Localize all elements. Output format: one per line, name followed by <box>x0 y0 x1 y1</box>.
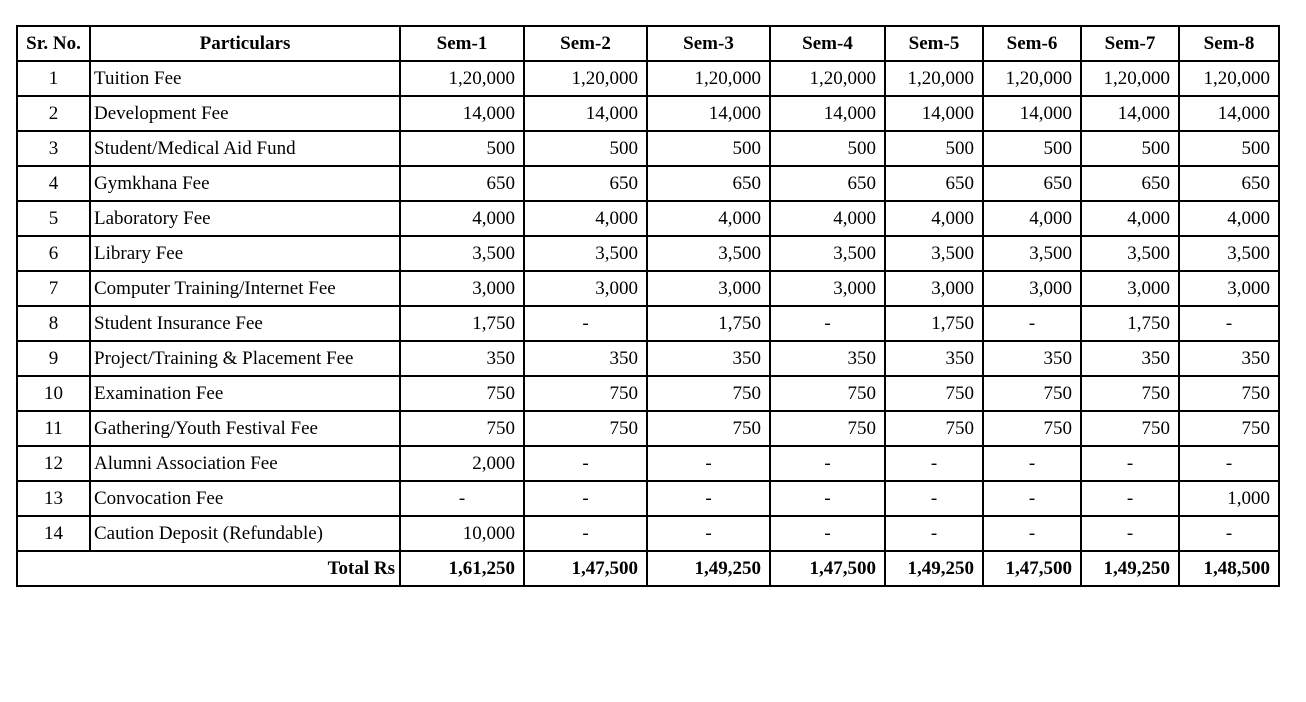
total-value-cell: 1,49,250 <box>885 551 983 586</box>
fee-value-cell: 14,000 <box>983 96 1081 131</box>
particular-cell: Caution Deposit (Refundable) <box>90 516 400 551</box>
fee-value-cell: 750 <box>983 411 1081 446</box>
table-row <box>17 201 1279 236</box>
sr-no-cell: 8 <box>17 306 90 341</box>
fee-value-cell: 650 <box>524 166 647 201</box>
fee-value-cell: - <box>647 516 770 551</box>
fee-value-cell: 4,000 <box>1179 201 1279 236</box>
particular-cell: Tuition Fee <box>90 61 400 96</box>
fee-value-cell: - <box>770 516 885 551</box>
fee-value-cell: 1,20,000 <box>647 61 770 96</box>
fee-value-cell: 1,20,000 <box>885 61 983 96</box>
column-header-sem-6: Sem-6 <box>983 26 1081 61</box>
fee-value-cell: 10,000 <box>400 516 524 551</box>
particular-cell: Development Fee <box>90 96 400 131</box>
fee-value-cell: 1,750 <box>400 306 524 341</box>
fee-value-cell: 750 <box>647 411 770 446</box>
fee-value-cell: - <box>524 481 647 516</box>
fee-value-cell: 3,500 <box>1081 236 1179 271</box>
fee-value-cell: 500 <box>885 131 983 166</box>
table-row <box>17 61 1279 96</box>
fee-value-cell: 500 <box>647 131 770 166</box>
fee-value-cell: - <box>1179 446 1279 481</box>
column-header-sr-no: Sr. No. <box>17 26 90 61</box>
sr-no-cell: 13 <box>17 481 90 516</box>
sr-no-cell: 12 <box>17 446 90 481</box>
particular-cell: Convocation Fee <box>90 481 400 516</box>
fee-value-cell: 1,20,000 <box>770 61 885 96</box>
sr-no-cell: 14 <box>17 516 90 551</box>
fee-value-cell: 650 <box>1081 166 1179 201</box>
column-header-sem-2: Sem-2 <box>524 26 647 61</box>
fee-value-cell: 14,000 <box>647 96 770 131</box>
fee-value-cell: 750 <box>647 376 770 411</box>
fee-value-cell: - <box>770 306 885 341</box>
fee-value-cell: 3,000 <box>400 271 524 306</box>
table-row <box>17 166 1279 201</box>
particular-cell: Laboratory Fee <box>90 201 400 236</box>
column-header-sem-8: Sem-8 <box>1179 26 1279 61</box>
table-row <box>17 481 1279 516</box>
fee-value-cell: 500 <box>1081 131 1179 166</box>
fee-value-cell: 3,000 <box>983 271 1081 306</box>
fee-value-cell: 3,500 <box>885 236 983 271</box>
fee-value-cell: 750 <box>770 411 885 446</box>
particular-cell: Student/Medical Aid Fund <box>90 131 400 166</box>
fee-value-cell: 14,000 <box>1179 96 1279 131</box>
fee-value-cell: 3,500 <box>400 236 524 271</box>
fee-value-cell: 350 <box>1179 341 1279 376</box>
particular-cell: Examination Fee <box>90 376 400 411</box>
table-header <box>17 26 1279 61</box>
sr-no-cell: 6 <box>17 236 90 271</box>
fee-value-cell: 1,20,000 <box>983 61 1081 96</box>
table-row <box>17 306 1279 341</box>
particular-cell: Gymkhana Fee <box>90 166 400 201</box>
sr-no-cell: 11 <box>17 411 90 446</box>
sr-no-cell: 1 <box>17 61 90 96</box>
table-row <box>17 411 1279 446</box>
particular-cell: Library Fee <box>90 236 400 271</box>
fee-value-cell: 750 <box>524 376 647 411</box>
fee-value-cell: 750 <box>400 411 524 446</box>
table-row <box>17 376 1279 411</box>
fee-value-cell: 4,000 <box>885 201 983 236</box>
fee-value-cell: - <box>1179 516 1279 551</box>
fee-value-cell: 1,750 <box>1081 306 1179 341</box>
fee-value-cell: - <box>647 481 770 516</box>
fee-value-cell: - <box>1081 516 1179 551</box>
fee-value-cell: 1,750 <box>885 306 983 341</box>
fee-value-cell: 1,20,000 <box>400 61 524 96</box>
total-value-cell: 1,49,250 <box>1081 551 1179 586</box>
fee-value-cell: 3,000 <box>1081 271 1179 306</box>
total-row <box>17 551 1279 586</box>
fee-value-cell: 3,500 <box>1179 236 1279 271</box>
fee-value-cell: - <box>770 481 885 516</box>
fee-value-cell: - <box>983 481 1081 516</box>
sr-no-cell: 10 <box>17 376 90 411</box>
fee-value-cell: 500 <box>1179 131 1279 166</box>
fee-value-cell: 4,000 <box>524 201 647 236</box>
total-value-cell: 1,47,500 <box>770 551 885 586</box>
fee-value-cell: - <box>524 446 647 481</box>
fee-value-cell: 14,000 <box>885 96 983 131</box>
particular-cell: Alumni Association Fee <box>90 446 400 481</box>
column-header-particulars: Particulars <box>90 26 400 61</box>
sr-no-cell: 2 <box>17 96 90 131</box>
fee-value-cell: 350 <box>983 341 1081 376</box>
fee-value-cell: - <box>1081 481 1179 516</box>
particular-cell: Gathering/Youth Festival Fee <box>90 411 400 446</box>
fee-value-cell: 750 <box>400 376 524 411</box>
fee-value-cell: 750 <box>885 376 983 411</box>
fee-value-cell: - <box>524 516 647 551</box>
fee-value-cell: 3,000 <box>770 271 885 306</box>
fee-value-cell: 3,000 <box>1179 271 1279 306</box>
fee-value-cell: 3,000 <box>524 271 647 306</box>
fee-value-cell: 4,000 <box>1081 201 1179 236</box>
fee-value-cell: 4,000 <box>770 201 885 236</box>
fee-value-cell: 350 <box>524 341 647 376</box>
fee-value-cell: 750 <box>1179 376 1279 411</box>
fee-value-cell: 650 <box>1179 166 1279 201</box>
fee-value-cell: 1,20,000 <box>1081 61 1179 96</box>
table-row <box>17 341 1279 376</box>
fee-value-cell: - <box>983 446 1081 481</box>
table-body <box>17 61 1279 586</box>
fee-value-cell: 500 <box>983 131 1081 166</box>
fee-value-cell: 2,000 <box>400 446 524 481</box>
fee-value-cell: 1,20,000 <box>524 61 647 96</box>
fee-value-cell: 650 <box>983 166 1081 201</box>
fee-value-cell: 14,000 <box>524 96 647 131</box>
column-header-sem-1: Sem-1 <box>400 26 524 61</box>
fee-value-cell: 500 <box>524 131 647 166</box>
fee-value-cell: 650 <box>885 166 983 201</box>
sr-no-cell: 9 <box>17 341 90 376</box>
column-header-sem-5: Sem-5 <box>885 26 983 61</box>
table-row <box>17 271 1279 306</box>
fee-value-cell: 3,000 <box>647 271 770 306</box>
fee-value-cell: 3,500 <box>983 236 1081 271</box>
sr-no-cell: 4 <box>17 166 90 201</box>
fee-value-cell: - <box>885 481 983 516</box>
sr-no-cell: 3 <box>17 131 90 166</box>
fee-value-cell: 650 <box>400 166 524 201</box>
fee-value-cell: 350 <box>770 341 885 376</box>
fee-value-cell: - <box>885 446 983 481</box>
column-header-sem-7: Sem-7 <box>1081 26 1179 61</box>
fee-value-cell: 3,500 <box>647 236 770 271</box>
total-value-cell: 1,47,500 <box>983 551 1081 586</box>
fee-value-cell: 750 <box>1179 411 1279 446</box>
table-row <box>17 446 1279 481</box>
fee-value-cell: - <box>983 306 1081 341</box>
table-row <box>17 236 1279 271</box>
fee-value-cell: - <box>983 516 1081 551</box>
fee-value-cell: 500 <box>400 131 524 166</box>
fee-value-cell: 3,000 <box>885 271 983 306</box>
fee-value-cell: - <box>770 446 885 481</box>
total-value-cell: 1,61,250 <box>400 551 524 586</box>
fee-value-cell: 750 <box>885 411 983 446</box>
header-row <box>17 26 1279 61</box>
particular-cell: Student Insurance Fee <box>90 306 400 341</box>
fee-value-cell: 350 <box>400 341 524 376</box>
fee-value-cell: - <box>400 481 524 516</box>
fee-value-cell: 750 <box>983 376 1081 411</box>
fee-value-cell: - <box>885 516 983 551</box>
table-row <box>17 516 1279 551</box>
fee-value-cell: 350 <box>885 341 983 376</box>
fee-value-cell: 500 <box>770 131 885 166</box>
fee-value-cell: 14,000 <box>400 96 524 131</box>
sr-no-cell: 5 <box>17 201 90 236</box>
fee-value-cell: - <box>1081 446 1179 481</box>
fee-value-cell: 14,000 <box>770 96 885 131</box>
fee-value-cell: 750 <box>524 411 647 446</box>
fee-value-cell: 1,20,000 <box>1179 61 1279 96</box>
fee-value-cell: 750 <box>1081 411 1179 446</box>
table-row <box>17 96 1279 131</box>
fee-value-cell: 1,750 <box>647 306 770 341</box>
fee-value-cell: 3,500 <box>770 236 885 271</box>
fee-value-cell: - <box>647 446 770 481</box>
column-header-sem-4: Sem-4 <box>770 26 885 61</box>
fee-value-cell: 350 <box>1081 341 1179 376</box>
fee-value-cell: 350 <box>647 341 770 376</box>
fee-value-cell: - <box>524 306 647 341</box>
fee-value-cell: 4,000 <box>400 201 524 236</box>
particular-cell: Project/Training & Placement Fee <box>90 341 400 376</box>
fee-value-cell: 1,000 <box>1179 481 1279 516</box>
total-value-cell: 1,49,250 <box>647 551 770 586</box>
fee-value-cell: 650 <box>770 166 885 201</box>
fee-structure-table <box>16 25 1280 587</box>
table-row <box>17 131 1279 166</box>
fee-value-cell: 14,000 <box>1081 96 1179 131</box>
total-label: Total Rs <box>17 551 400 586</box>
sr-no-cell: 7 <box>17 271 90 306</box>
column-header-sem-3: Sem-3 <box>647 26 770 61</box>
fee-value-cell: 650 <box>647 166 770 201</box>
total-value-cell: 1,47,500 <box>524 551 647 586</box>
fee-value-cell: - <box>1179 306 1279 341</box>
fee-value-cell: 4,000 <box>647 201 770 236</box>
fee-value-cell: 750 <box>770 376 885 411</box>
fee-value-cell: 4,000 <box>983 201 1081 236</box>
total-value-cell: 1,48,500 <box>1179 551 1279 586</box>
particular-cell: Computer Training/Internet Fee <box>90 271 400 306</box>
fee-value-cell: 3,500 <box>524 236 647 271</box>
fee-value-cell: 750 <box>1081 376 1179 411</box>
